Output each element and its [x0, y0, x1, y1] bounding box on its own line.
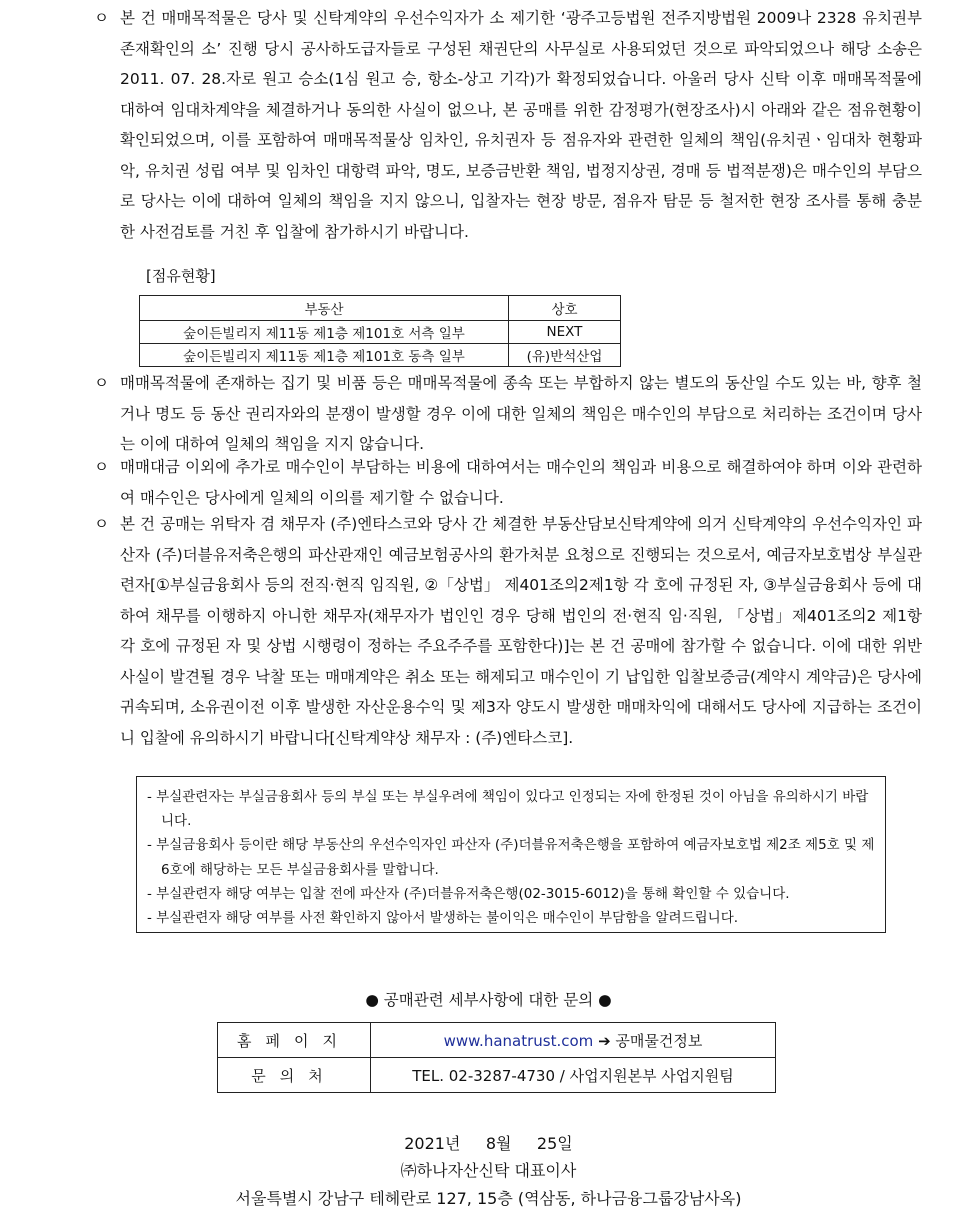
table-cell: NEXT	[509, 321, 621, 344]
table-row	[140, 344, 621, 367]
bullet-icon: ㅇ	[94, 515, 109, 533]
table-cell: 숲이든빌리지 제11동 제1층 제101호 서측 일부	[140, 321, 509, 344]
occupancy-caption: [점유현황]	[146, 267, 216, 285]
paragraph-occupancy-notice	[96, 3, 922, 247]
homepage-cell	[371, 1023, 776, 1058]
note-item: - 부실금융회사 등이란 해당 부동산의 우선수익자인 파산자 (주)더블유저축은행을 포함하여 예금자보호법 제2조 제5호 및 제6호에 해당하는 모든 부실금융회사를 말합니다.	[147, 837, 875, 878]
bullet-icon: ㅇ	[94, 374, 109, 392]
paragraph-movables-notice	[96, 368, 922, 460]
note-item: - 부실관련자는 부실금융회사 등의 부실 또는 부실우려에 책임이 있다고 인정되는 자에 한정된 것이 아님을 유의하시기 바랍니다.	[147, 789, 869, 830]
occupancy-table	[139, 295, 621, 367]
paragraph-text: 본 건 공매는 위탁자 겸 채무자 (주)엔타스코와 당사 간 체결한 부동산담보신탁계약에 의거 신탁계약의 우선수익자인 파산자 (주)더블유저축은행의 파산관재인 예금보험공사의 환가처분 요청으로 진행되는 것으로서, 예금자보호법상 부실관련자[①부실금융회사 등의 전직·현직 임직원, ②「상법」 제401조의2제1항 각 호에 규정된 자, ③부실금융회사 등에 대하여 채무를 이행하지 아니한 채무자(채무자가 법인인 경우 당해 법인의 전·현직 임·직원, 「상법」제401조의2 제1항 각 호에 규정된 자 및 상법 시행령이 정하는 주요주주를 포함한다)]는 본 건 공매에 참가할 수 없습니다. 이에 대한 위반사실이 발견될 경우 낙찰 또는 매매계약은 취소 또는 해제되고 매수인이 기 납입한 입찰보증금(계약시 계약금)은 당사에 귀속되며, 소유권이전 이후 발생한 자산운용수익 및 제3자 양도시 발생한 매매차익에 대해서도 당사에 지급하는 조건이니 입찰에 유의하시기 바랍니다[신탁계약상 채무자 : (주)엔타스코].	[120, 515, 922, 747]
arrow-right-icon: ➔	[598, 1031, 611, 1050]
homepage-suffix: 공매물건정보	[615, 1031, 703, 1050]
table-row	[218, 1058, 776, 1093]
contact-value: TEL. 02-3287-4730 / 사업지원본부 사업지원팀	[371, 1058, 776, 1093]
contact-label: 문의처	[218, 1058, 371, 1093]
footer-date: 2021년 8월 25일	[404, 1134, 573, 1153]
paragraph-text: 매매목적물에 존재하는 집기 및 비품 등은 매매목적물에 종속 또는 부합하지 않는 별도의 동산일 수도 있는 바, 향후 철거나 명도 등 동산 권리자와의 분쟁이 발생할 경우 이에 대한 일체의 책임은 매수인의 부담으로 처리하는 조건이며 당사는 이에 대하여 일체의 책임을 지지 않습니다.	[120, 374, 922, 453]
column-header-property: 부동산	[140, 296, 509, 321]
note-item: - 부실관련자 해당 여부를 사전 확인하지 않아서 발생하는 불이익은 매수인이 부담함을 알려드립니다.	[147, 910, 739, 927]
paragraph-text: 매매대금 이외에 추가로 매수인이 부담하는 비용에 대하여서는 매수인의 책임과 비용으로 해결하여야 하며 이와 관련하여 매수인은 당사에게 일체의 이의를 제기할 수 없습니다.	[120, 458, 922, 507]
notes-box	[136, 776, 886, 933]
footer-address: 서울특별시 강남구 테헤란로 127, 15층 (역삼동, 하나금융그룹강남사옥)	[235, 1189, 742, 1208]
inquiry-table	[217, 1022, 776, 1093]
table-row	[140, 321, 621, 344]
table-row	[218, 1023, 776, 1058]
paragraph-text: 본 건 매매목적물은 당사 및 신탁계약의 우선수익자가 소 제기한 ‘광주고등법원 전주지방법원 2009나 2328 유치권부존재확인의 소’ 진행 당시 공사하도급자들로 구성된 채권단의 사무실로 사용되었던 것으로 파악되었으나 해당 소송은 2011. 07. 28.자로 원고 승소(1심 원고 승, 항소-상고 기각)가 확정되었습니다. 아울러 당사 신탁 이후 매매목적물에 대하여 임대차계약을 체결하거나 동의한 사실이 없으나, 본 공매를 위한 감정평가(현장조사)시 아래와 같은 점유현황이 확인되었으며, 이를 포함하여 매매목적물상 임차인, 유치권자 등 점유자와 관련한 일체의 책임(유치권ㆍ임대차 현황파악, 유치권 성립 여부 및 임차인 대항력 파악, 명도, 보증금반환 책임, 법정지상권, 경매 등 법적분쟁)은 매수인의 부담으로 당사는 이에 대하여 일체의 책임을 지지 않으니, 입찰자는 현장 방문, 점유자 탐문 등 철저한 현장 조사를 통해 충분한 사전검토를 거친 후 입찰에 참가하시기 바랍니다.	[120, 9, 922, 241]
column-header-company: 상호	[509, 296, 621, 321]
note-item: - 부실관련자 해당 여부는 입찰 전에 파산자 (주)더블유저축은행(02-3015-6012)을 통해 확인할 수 있습니다.	[147, 885, 790, 902]
table-header-row	[140, 296, 621, 321]
inquiry-title: ● 공매관련 세부사항에 대한 문의 ●	[365, 991, 612, 1009]
paragraph-eligibility-notice	[96, 509, 922, 753]
table-cell: 숲이든빌리지 제11동 제1층 제101호 동측 일부	[140, 344, 509, 367]
paragraph-cost-notice	[96, 452, 922, 513]
homepage-link[interactable]: www.hanatrust.com	[443, 1031, 594, 1050]
footer-company: ㈜하나자산신탁 대표이사	[400, 1161, 577, 1180]
table-cell: (유)반석산업	[509, 344, 621, 367]
bullet-icon: ㅇ	[94, 458, 109, 476]
homepage-label: 홈페이지	[218, 1023, 371, 1058]
bullet-icon: ㅇ	[94, 9, 109, 27]
